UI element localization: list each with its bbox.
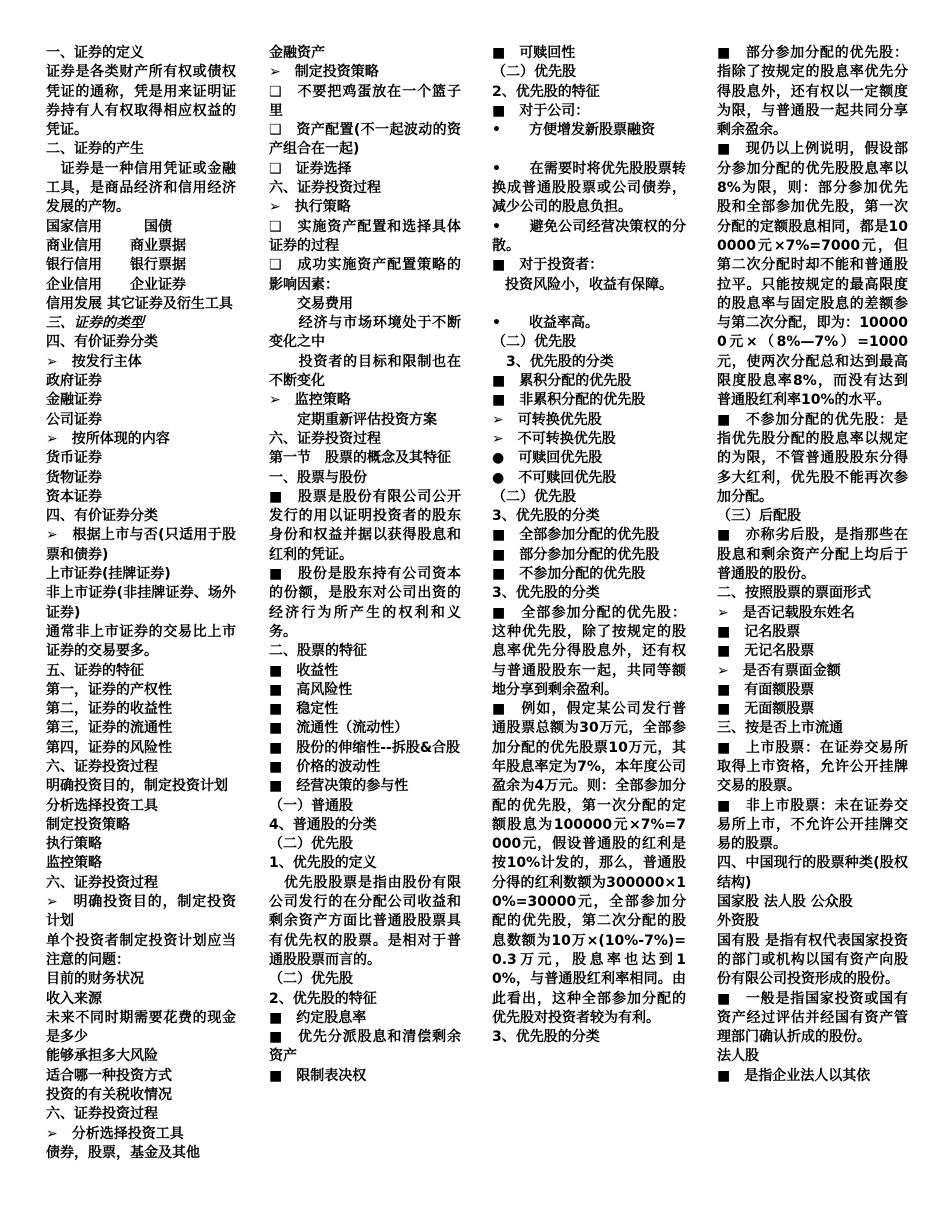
text-line: 货物证券 [46, 469, 102, 486]
text-line: ■ 股份是股东持有公司资本的份额，是股东对公司出资的经济行为所产生的权利和义务。 [269, 566, 461, 640]
text-line: ❑ 实施资产配置和选择具体证券的过程 [269, 218, 461, 254]
text-line: 2、优先股的特征 [492, 83, 600, 100]
text-line: 非上市证券(非挂牌证券、场外证券) [46, 585, 236, 621]
text-line: ■ 有面额股票 [717, 681, 815, 698]
text-line: 未来不同时期需要花费的现金是多少 [46, 1009, 236, 1046]
text-line: 企业信用 企业证券 [46, 276, 186, 293]
text-line: 公司证券 [46, 411, 102, 428]
text-line: 证券是各类财产所有权或债权凭证的通称，凭是用来证明证券持有人有权取得相应权益的凭证。 [46, 64, 236, 139]
text-line: ■ 对于公司： [492, 102, 590, 119]
text-line: 金融证券 [46, 392, 102, 409]
text-line: ■ 一般是指国家投资或国有资产经过评估并经国有资产管理部门确认折成的股份。 [717, 990, 908, 1046]
text-line: 二、按照股票的票面形式 [717, 585, 871, 602]
text-line: 六、证券投资过程 [269, 430, 381, 447]
text-line: 四、有价证券分类 [46, 334, 158, 351]
text-line: ■ 累积分配的优先股 [492, 373, 632, 390]
text-line: ■ 现仍以上例说明，假设部分参加分配的优先股股息率以8%为限，则：部分参加优先股和全部参加优先股，第一次分配的定额股息相同，都是100000元×7%=7000元，但第二次分配时却不能和普通股拉平。只能按规定的最高限度的股息率与固定股息的差额参与第二次分配，即为：100000元×（8%—7%）=1000元，使两次分配总和达到最高限度股息率8%，而没有达到普通股红利率10%的水平。 [717, 141, 908, 409]
text-line: ● 可赎回优先股 [492, 450, 603, 467]
text-line: 通常非上市证券的交易比上市证券的交易要多。 [46, 623, 236, 660]
text-line: 3、优先股的分类 [492, 585, 600, 602]
column-4 [717, 44, 908, 1224]
text-line: 经济与市场环境处于不断变化之中 [269, 315, 461, 351]
text-line: ■ 不参加分配的优先股：是指优先股分配的股息率以规定的为限，不管普通股股东分得多大红利，优先股不能再次参加分配。 [717, 411, 908, 505]
text-line: ■ 约定股息率 [269, 1009, 367, 1026]
text-line: 证券是一种信用凭证或金融工具，是商品经济和信用经济发展的产物。 [46, 160, 236, 216]
text-line: ■ 无面额股票 [717, 701, 815, 718]
text-line: （二）优先股 [492, 64, 576, 81]
text-line: ➢ 分析选择投资工具 [46, 1125, 184, 1142]
text-line: 五、证券的特征 [46, 662, 144, 679]
text-line: 四、有价证券分类 [46, 508, 158, 525]
text-line: （二）优先股 [269, 971, 353, 988]
text-line: 收入来源 [46, 990, 102, 1007]
column-2 [269, 44, 461, 1224]
text-line: 三、按是否上市流通 [717, 720, 843, 737]
text-line: 二、股票的特征 [269, 643, 367, 660]
text-line: 交易费用 [269, 295, 353, 312]
text-line: ■ 部分参加分配的优先股 [492, 546, 660, 563]
text-line: 3、优先股的分类 [492, 1029, 600, 1046]
text-line: 法人股 [717, 1048, 759, 1065]
text-line: 单个投资者制定投资计划应当注意的问题： [46, 932, 236, 968]
text-line: ➢ 是否有票面金额 [717, 662, 841, 679]
text-line: ■ 亦称劣后股，是指那些在股息和剩余资产分配上均后于普通股的股份。 [717, 527, 908, 583]
text-line: 第二，证券的收益性 [46, 701, 172, 718]
text-line: 债券，股票，基金及其他 [46, 1144, 200, 1161]
text-line: 六、证券投资过程 [269, 180, 381, 197]
text-line: ■ 限制表决权 [269, 1067, 367, 1084]
text-line: ■ 股份的伸缩性--拆股&合股 [269, 739, 461, 756]
text-line: ➢ 是否记载股东姓名 [717, 604, 855, 621]
text-line: ■ 记名股票 [717, 623, 801, 640]
text-line: 一、股票与股份 [269, 469, 367, 486]
text-line: （二）优先股 [492, 334, 576, 351]
text-line: 3、优先股的分类 [492, 353, 614, 370]
text-line: ■ 非累积分配的优先股 [492, 392, 646, 409]
text-line: ■ 例如，假定某公司发行普通股票总额为30万元，全部参加分配的优先股票10万元，其年股息率定为7%，本年度公司盈余为4万元。则：全部参加分配的优先股，第一次分配的定额股息为100000元×7%=7000元，假设普通股的红利是按10%计发的，那么，普通股分得的红利数额为300000×10%=30000元，全部参加分配的优先股，第二次分配的股息数额为10万×(10%-7%)=0.3万元，股息率也达到10%，与普通股红利率相同。由此看出，这种全部参加分配的优先股对投资者较为有利。 [492, 701, 686, 1026]
text-line: ● 不可赎回优先股 [492, 469, 617, 486]
text-line: 六、证券投资过程 [46, 758, 158, 775]
column-3 [492, 44, 686, 1224]
text-line: 信用发展 其它证券及衍生工具 [46, 295, 233, 312]
text-line: ■ 非上市股票：未在证券交易所上市，不允许公开挂牌交易的股票。 [717, 797, 908, 853]
text-line: （一）普通股 [269, 797, 353, 814]
text-line: ■ 股票是股份有限公司公开发行的用以证明投资者的股东身份和权益并据以获得股息和红利的凭证。 [269, 488, 461, 563]
text-line: • 方便增发新股票融资 [492, 122, 655, 139]
text-line: 政府证券 [46, 373, 102, 390]
text-line: 国有股 是指有权代表国家投资的部门或机构以国有资产向股份有限公司投资形成的股份。 [717, 932, 908, 988]
text-line: 六、证券投资过程 [46, 1106, 158, 1123]
text-line: ➢ 按发行主体 [46, 353, 142, 370]
text-line: ■ 优先分派股息和清偿剩余资产 [269, 1029, 461, 1065]
text-line [492, 295, 686, 314]
text-line: 投资风险小，收益有保障。 [505, 276, 673, 293]
text-line: ■ 经营决策的参与性 [269, 778, 409, 795]
text-line: 一、证券的定义 [46, 45, 144, 61]
text-line: ❑ 证券选择 [269, 160, 352, 177]
text-line: ❑ 成功实施资产配置策略的影响因素： [269, 257, 461, 293]
text-line: 货币证券 [46, 450, 102, 467]
text-line: ➢ 制定投资策略 [269, 64, 379, 81]
text-line: 六、证券投资过程 [46, 874, 158, 891]
text-line: （三）后配股 [717, 508, 801, 525]
text-line: 国家信用 国债 [46, 218, 172, 235]
text-line: 第三，证券的流通性 [46, 720, 172, 737]
text-line: 第四，证券的风险性 [46, 739, 172, 756]
text-line: 监控策略 [46, 855, 102, 872]
text-line: ■ 收益性 [269, 662, 339, 679]
text-line: 商业信用 商业票据 [46, 237, 186, 254]
text-line: 银行信用 银行票据 [46, 257, 186, 274]
text-line: ■ 价格的波动性 [269, 758, 381, 775]
text-line: 适合哪一种投资方式 [46, 1067, 172, 1084]
text-line: ■ 全部参加分配的优先股 [492, 527, 660, 544]
text-line: ■ 高风险性 [269, 681, 353, 698]
text-line: 投资者的目标和限制也在不断变化 [269, 353, 461, 390]
text-line: ■ 不参加分配的优先股 [492, 566, 646, 583]
text-line: ➢ 监控策略 [269, 392, 351, 409]
text-line: 投资的有关税收情况 [46, 1087, 172, 1104]
text-line: 能够承担多大风险 [46, 1048, 158, 1065]
text-line: ❑ 资产配置(不一起波动的资产组合在一起) [269, 122, 461, 158]
text-line: 2、优先股的特征 [269, 990, 377, 1007]
text-line: ➢ 根据上市与否(只适用于股票和债券) [46, 527, 236, 563]
text-line: ■ 上市股票：在证券交易所取得上市资格，允许公开挂牌交易的股票。 [717, 739, 908, 795]
text-line: • 收益率高。 [492, 315, 599, 332]
text-line: ■ 对于投资者： [492, 257, 604, 274]
text-line: 二、证券的产生 [46, 141, 144, 158]
text-line: 定期重新评估投资方案 [269, 411, 437, 428]
text-line: ❑ 不要把鸡蛋放在一个篮子里 [269, 83, 461, 119]
text-line: ■ 是指企业法人以其依 [717, 1067, 871, 1084]
text-line: 目前的财务状况 [46, 971, 144, 988]
text-line: 资本证券 [46, 488, 102, 505]
text-line: 外资股 [717, 913, 759, 930]
text-line: ➢ 明确投资目的，制定投资计划 [46, 894, 236, 930]
text-line: 执行策略 [46, 836, 102, 853]
text-line: 明确投资目的，制定投资计划 [46, 778, 228, 795]
text-line: 3、优先股的分类 [492, 508, 600, 525]
text-line: 第一节 股票的概念及其特征 [269, 450, 451, 467]
text-line: ➢ 按所体现的内容 [46, 430, 170, 447]
text-line: 金融资产 [269, 45, 325, 61]
text-line: 上市证券(挂牌证券) [46, 566, 171, 583]
text-line: 三、证券的类型 [46, 315, 144, 332]
text-line: ■ 流通性（流动性） [269, 720, 409, 737]
text-line: 分析选择投资工具 [46, 797, 158, 814]
text-line: 1、优先股的定义 [269, 855, 377, 872]
text-line: （二）优先股 [269, 836, 353, 853]
text-line: 国家股 法人股 公众股 [717, 894, 853, 911]
text-line: 4、普通股的分类 [269, 816, 377, 833]
text-line: ➢ 执行策略 [269, 199, 351, 216]
text-line: 第一，证券的产权性 [46, 681, 172, 698]
text-line: ➢ 不可转换优先股 [492, 430, 616, 447]
text-line: ■ 无记名股票 [717, 643, 815, 660]
text-line: ■ 稳定性 [269, 701, 339, 718]
text-line: 优先股股票是指由股份有限公司发行的在分配公司收益和剩余资产方面比普通股股票具有优先权的股票。是相对于普通股股票而言的。 [269, 874, 461, 968]
text-line [492, 140, 686, 159]
text-line: ➢ 可转换优先股 [492, 411, 602, 428]
text-line: • 在需要时将优先股股票转换成普通股股票或公司债券，减少公司的股息负担。 [492, 160, 686, 216]
text-line: （二）优先股 [492, 488, 576, 505]
text-line: ■ 全部参加分配的优先股：这种优先股，除了按规定的股息率优先分得股息外，还有权与普通股股东一起，共同等额地分享到剩余盈利。 [492, 604, 686, 698]
text-line: ■ 部分参加分配的优先股：指除了按规定的股息率优先分得股息外，还有权以一定额度为限，与普通股一起共同分享剩余盈余。 [717, 45, 908, 139]
text-line: • 避免公司经营决策权的分散。 [492, 218, 686, 254]
text-line: ■ 可赎回性 [492, 45, 576, 61]
column-1 [46, 44, 236, 1224]
text-line: 四、中国现行的股票种类(股权结构) [717, 855, 908, 891]
text-line: 制定投资策略 [46, 816, 130, 833]
